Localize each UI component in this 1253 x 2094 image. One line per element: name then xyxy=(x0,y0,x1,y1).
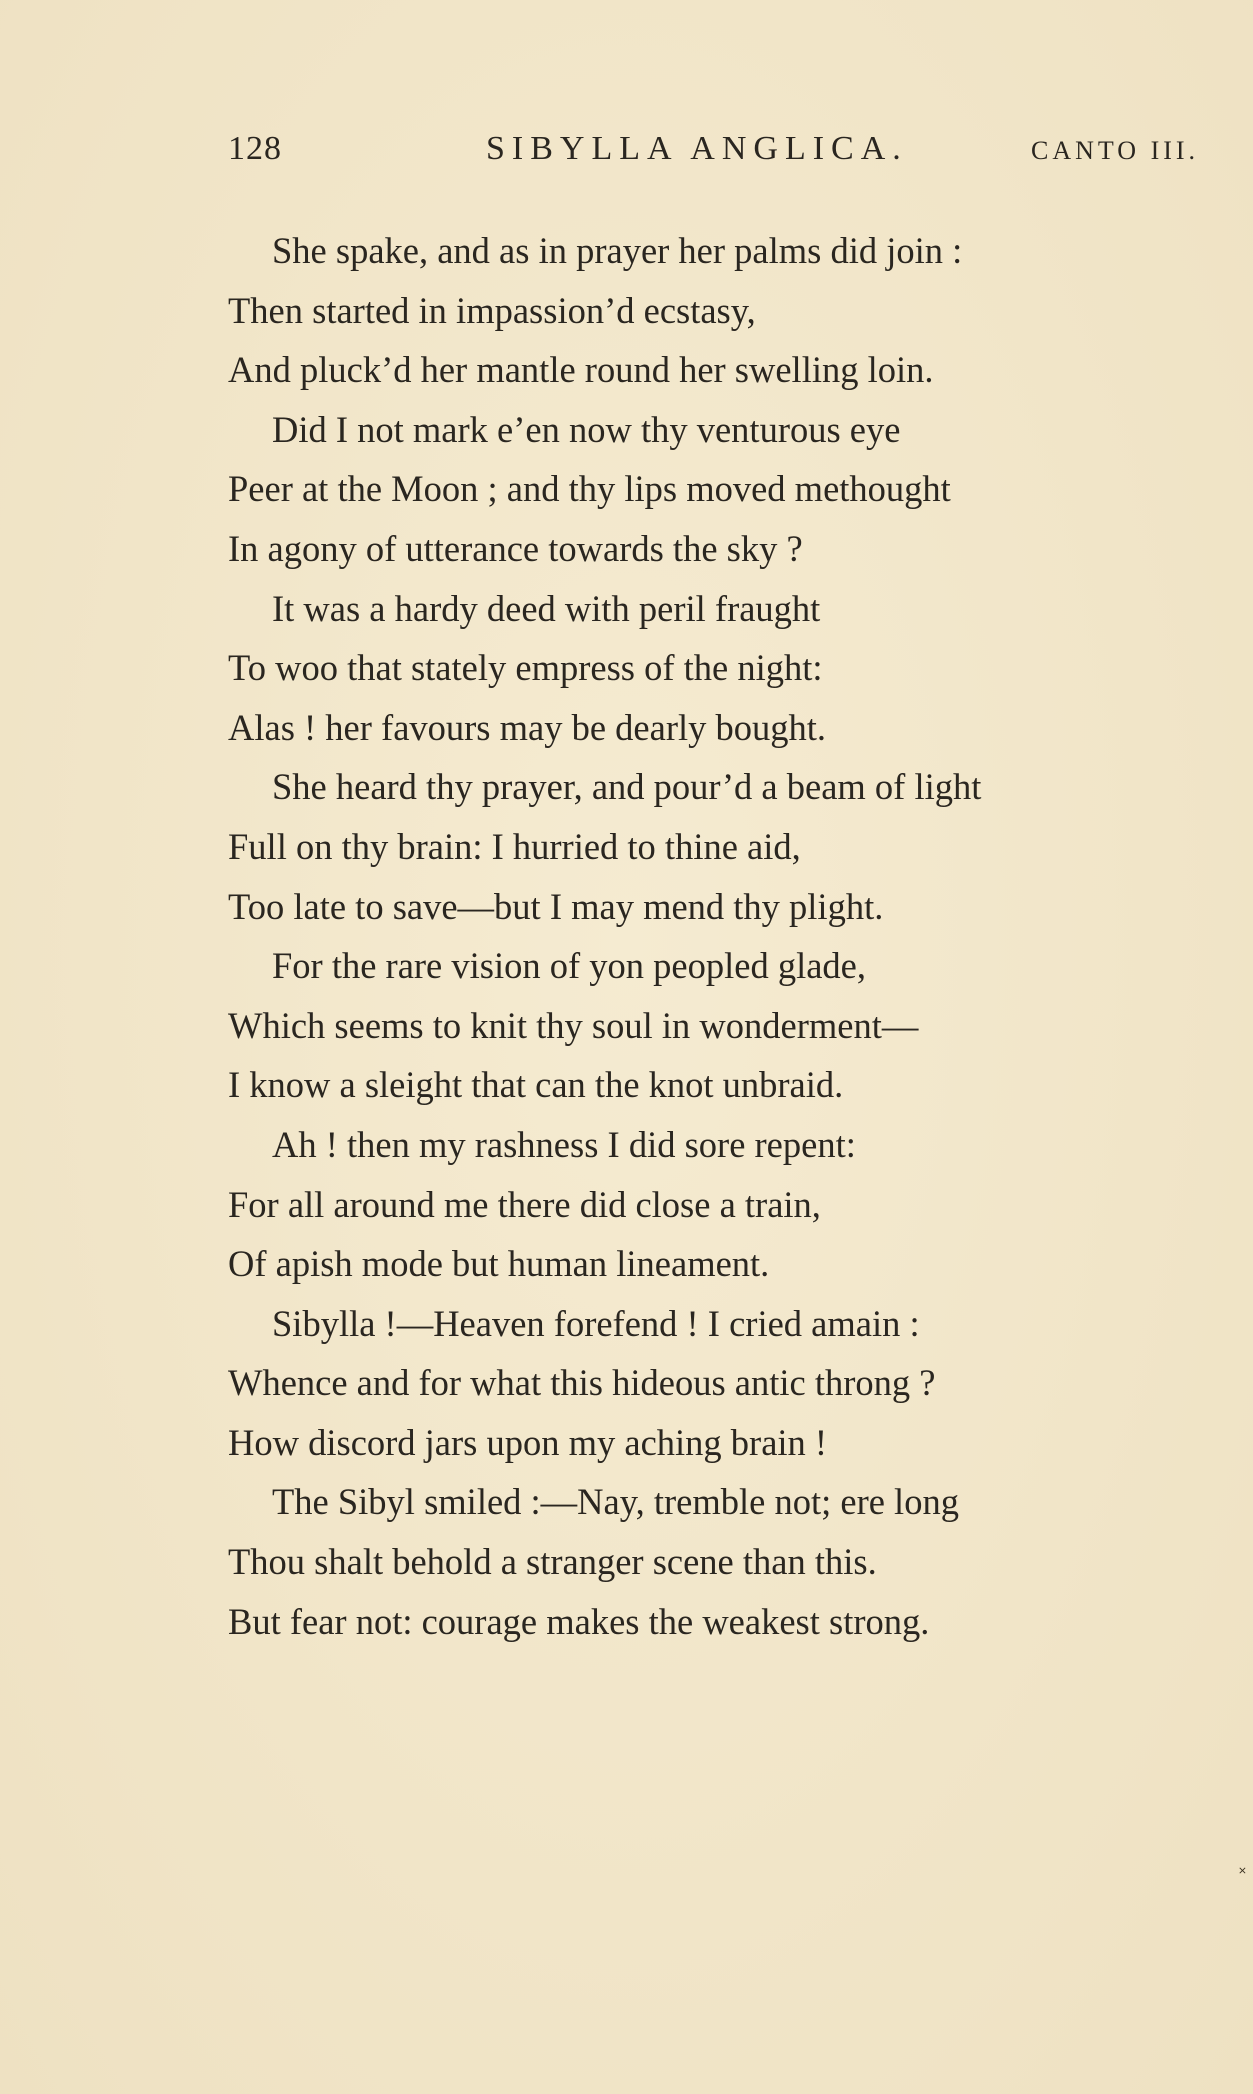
poem-line: Ah ! then my rashness I did sore repent: xyxy=(272,1123,856,1165)
poem-line: For all around me there did close a train, xyxy=(228,1183,821,1225)
ink-mark: ˟ xyxy=(1239,1864,1246,1884)
page-header xyxy=(228,130,1228,180)
poem-line: Whence and for what this hideous antic throng ? xyxy=(228,1362,936,1404)
running-title: SIBYLLA ANGLICA. xyxy=(486,130,908,167)
poem-line: Too late to save—but I may mend thy plight. xyxy=(228,885,884,927)
page-number: 128 xyxy=(228,130,282,167)
poem-line: For the rare vision of yon peopled glade, xyxy=(272,945,866,987)
poem-line: Sibylla !—Heaven forefend ! I cried amain : xyxy=(272,1302,920,1344)
poem-line: She heard thy prayer, and pour’d a beam of light xyxy=(272,766,982,808)
poem-line: Did I not mark e’en now thy venturous eye xyxy=(272,408,901,450)
poem-line: Alas ! her favours may be dearly bought. xyxy=(228,706,827,748)
poem-line: To woo that stately empress of the night: xyxy=(228,647,823,689)
poem-line: Peer at the Moon ; and thy lips moved methought xyxy=(228,468,951,510)
poem-line: The Sibyl smiled :—Nay, tremble not; ere long xyxy=(272,1481,959,1523)
poem-text xyxy=(228,221,1228,1651)
poem-line: Which seems to knit thy soul in wonderment— xyxy=(228,1004,919,1046)
poem-line: Thou shalt behold a stranger scene than this. xyxy=(228,1541,877,1583)
poem-line: Full on thy brain: I hurried to thine aid, xyxy=(228,825,801,867)
poem-line: Of apish mode but human lineament. xyxy=(228,1243,770,1285)
canto-label: CANTO III. xyxy=(1031,136,1200,165)
poem-line: And pluck’d her mantle round her swelling loin. xyxy=(228,349,934,391)
poem-line: I know a sleight that can the knot unbraid. xyxy=(228,1064,844,1106)
poem-line: She spake, and as in prayer her palms did join : xyxy=(272,230,963,271)
poem-line: It was a hardy deed with peril fraught xyxy=(272,587,821,629)
poem-line: In agony of utterance towards the sky ? xyxy=(228,527,803,569)
poem-line: But fear not: courage makes the weakest strong. xyxy=(228,1600,930,1642)
poem-line: How discord jars upon my aching brain ! xyxy=(228,1421,828,1463)
poem-line: Then started in impassion’d ecstasy, xyxy=(228,289,756,331)
